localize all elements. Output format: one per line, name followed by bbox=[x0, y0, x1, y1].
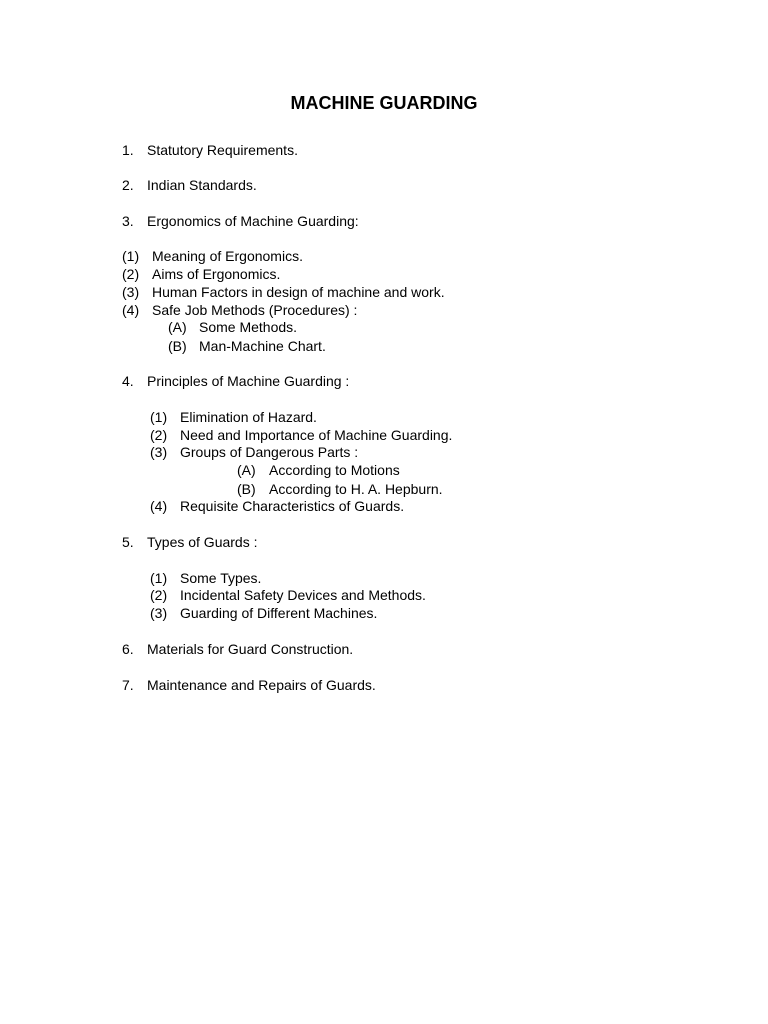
item-text: Some Methods. bbox=[199, 319, 298, 335]
item-text: Requisite Characteristics of Guards. bbox=[180, 498, 405, 514]
item-number: (4) bbox=[122, 302, 140, 318]
item-number: 7. bbox=[122, 677, 134, 693]
item-text: Aims of Ergonomics. bbox=[152, 266, 281, 282]
item-text: Some Types. bbox=[180, 570, 262, 586]
item-text: Maintenance and Repairs of Guards. bbox=[147, 677, 376, 693]
item-text: According to Motions bbox=[269, 462, 400, 478]
item-text: Indian Standards. bbox=[147, 177, 257, 193]
item-text: Guarding of Different Machines. bbox=[180, 605, 378, 621]
item-text: Meaning of Ergonomics. bbox=[152, 248, 303, 264]
item-number: (3) bbox=[150, 444, 168, 460]
item-text: Safe Job Methods (Procedures) : bbox=[152, 302, 358, 318]
item-number: 4. bbox=[122, 373, 134, 389]
item-text: Ergonomics of Machine Guarding: bbox=[147, 213, 359, 229]
item-number: (1) bbox=[150, 409, 168, 425]
item-number: (2) bbox=[122, 266, 140, 282]
item-text: Materials for Guard Construction. bbox=[147, 641, 354, 657]
item-number: (2) bbox=[150, 587, 168, 603]
item-number: (1) bbox=[122, 248, 140, 264]
item-number: 6. bbox=[122, 641, 134, 657]
item-text: Statutory Requirements. bbox=[147, 142, 298, 158]
item-text: Man-Machine Chart. bbox=[199, 338, 326, 354]
item-text: Need and Importance of Machine Guarding. bbox=[180, 427, 453, 443]
item-text: Elimination of Hazard. bbox=[180, 409, 317, 425]
item-text: Groups of Dangerous Parts : bbox=[180, 444, 359, 460]
item-number: (1) bbox=[150, 570, 168, 586]
page-title: MACHINE GUARDING bbox=[290, 93, 478, 113]
item-number: (B) bbox=[168, 338, 187, 354]
item-number: (B) bbox=[237, 481, 256, 497]
item-number: (A) bbox=[168, 319, 187, 335]
item-number: (3) bbox=[122, 284, 140, 300]
item-text: Types of Guards : bbox=[147, 534, 258, 550]
item-text: Principles of Machine Guarding : bbox=[147, 373, 350, 389]
item-number: 2. bbox=[122, 177, 134, 193]
item-number: 1. bbox=[122, 142, 134, 158]
item-number: 5. bbox=[122, 534, 134, 550]
item-number: (A) bbox=[237, 462, 256, 478]
item-text: Human Factors in design of machine and work. bbox=[152, 284, 445, 300]
item-number: (4) bbox=[150, 498, 168, 514]
item-number: (3) bbox=[150, 605, 168, 621]
item-text: Incidental Safety Devices and Methods. bbox=[180, 587, 426, 603]
item-text: According to H. A. Hepburn. bbox=[269, 481, 443, 497]
item-number: 3. bbox=[122, 213, 134, 229]
item-number: (2) bbox=[150, 427, 168, 443]
